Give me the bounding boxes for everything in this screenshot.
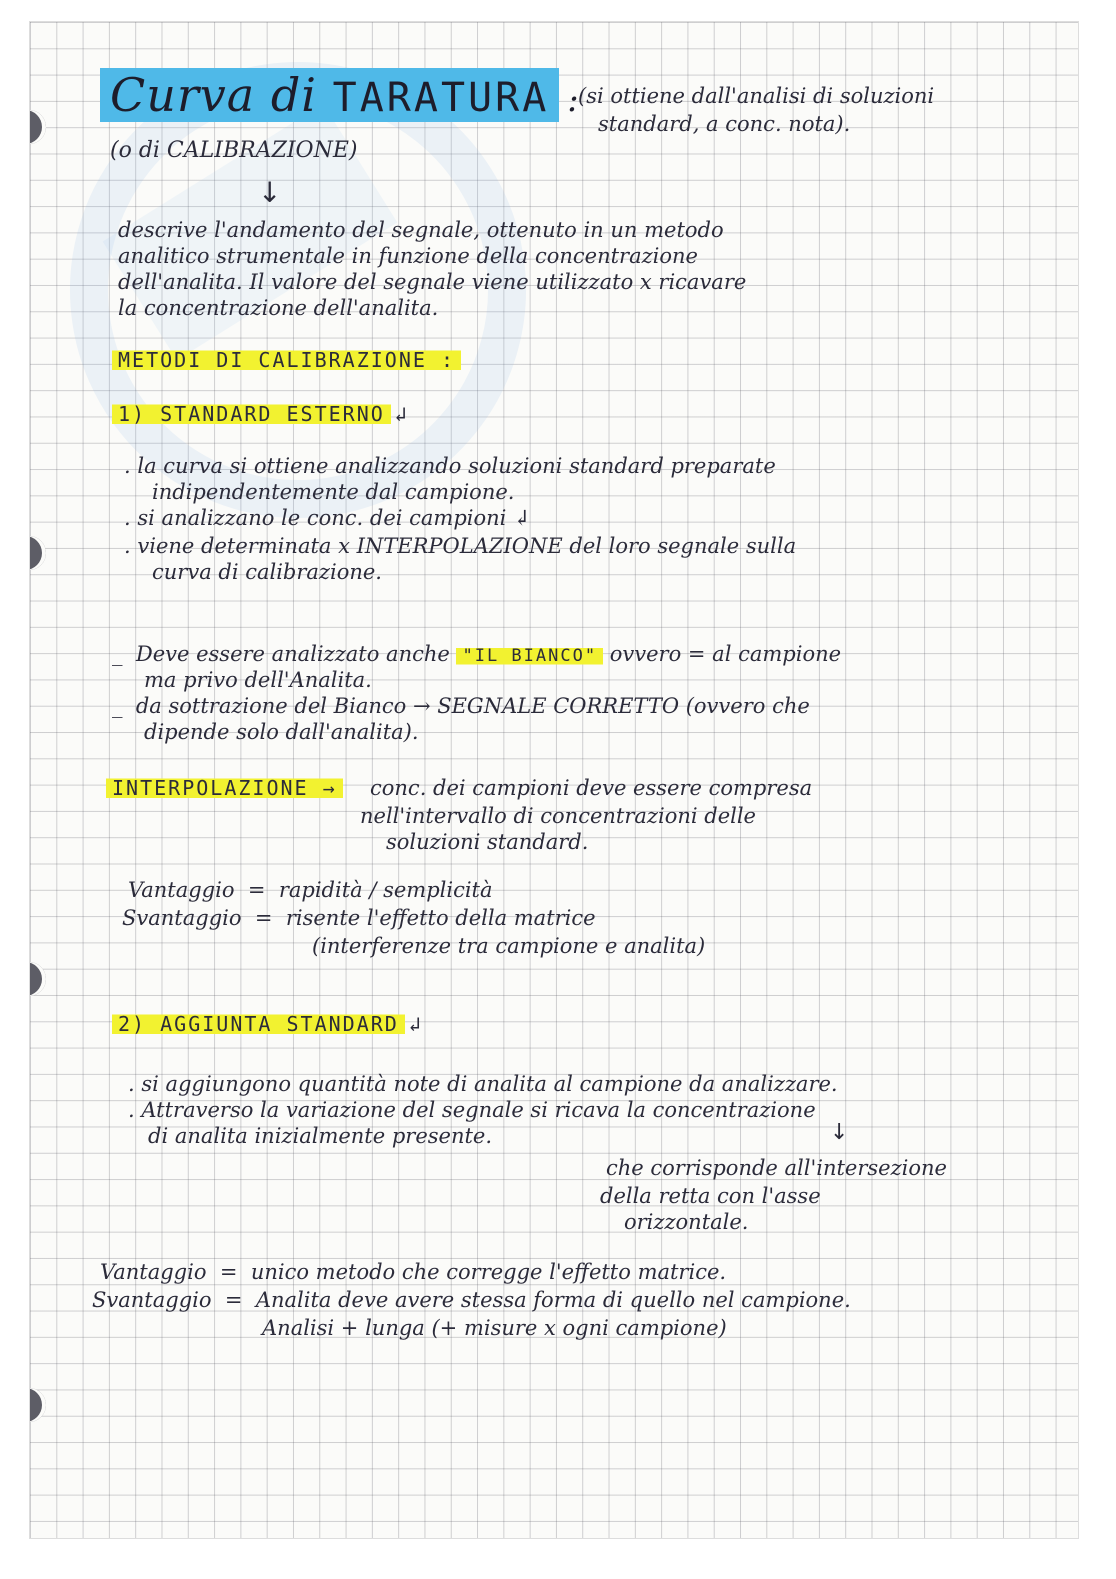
m1-pros: Vantaggio = rapidità / semplicità xyxy=(128,878,493,902)
m2-side-line-1: che corrisponde all'intersezione xyxy=(606,1156,947,1180)
interpolation-line-1: conc. dei campioni deve essere compresa xyxy=(370,776,813,800)
title-part-b: TARATURA xyxy=(332,75,550,121)
interpolation-line-2: nell'intervallo di concentrazioni delle xyxy=(360,804,756,828)
method1-heading: 1) STANDARD ESTERNO ↲ xyxy=(112,402,409,426)
notebook-page xyxy=(30,22,1078,1538)
m1-note-correction: _ da sottrazione del Bianco → SEGNALE CORRETTO (ovvero che xyxy=(112,694,810,718)
curved-arrow-icon: ↲ xyxy=(408,1012,423,1036)
m1-bullet-2: . si analizzano le conc. dei campioni ↲ xyxy=(124,506,531,530)
definition-line-3: dell'analita. Il valore del segnale viene utilizzato x ricavare xyxy=(118,270,747,294)
methods-heading: METODI DI CALIBRAZIONE : xyxy=(112,348,461,372)
title-part-a: Curva di xyxy=(110,68,333,122)
m2-bullet-2: . Attraverso la variazione del segnale si ricava la concentrazione xyxy=(128,1098,816,1122)
title-note-line2: standard, a conc. nota). xyxy=(598,112,851,136)
method2-heading: 2) AGGIUNTA STANDARD ↲ xyxy=(112,1012,423,1036)
m1-note-correction-cont: dipende solo dall'analita). xyxy=(144,720,419,744)
definition-line-2: analitico strumentale in funzione della concentrazione xyxy=(118,244,698,268)
m1-note-blank: _ Deve essere analizzato anche "IL BIANCO" ovvero = al campione xyxy=(112,642,842,666)
m2-cons-cont: Analisi + lunga (+ misure x ogni campione) xyxy=(262,1316,727,1340)
title-alternative: (o di CALIBRAZIONE) xyxy=(110,138,358,163)
down-arrow-icon: ↓ xyxy=(258,176,282,209)
m2-side-line-3: orizzontale. xyxy=(624,1210,749,1234)
m2-cons: Svantaggio = Analita deve avere stessa forma di quello nel campione. xyxy=(92,1288,851,1312)
m2-pros: Vantaggio = unico metodo che corregge l'effetto matrice. xyxy=(100,1260,727,1284)
m1-cons-cont: (interferenze tra campione e analita) xyxy=(312,934,706,958)
m1-bullet-3: . viene determinata x INTERPOLAZIONE del loro segnale sulla xyxy=(124,534,797,558)
definition-line-1: descrive l'andamento del segnale, ottenuto in un metodo xyxy=(118,218,724,242)
binder-hole xyxy=(30,110,46,144)
interpolation-label: INTERPOLAZIONE → xyxy=(106,776,343,800)
interpolation-line-3: soluzioni standard. xyxy=(386,830,589,854)
m1-note-blank-cont: ma privo dell'Analita. xyxy=(144,668,372,692)
m1-bullet-3-cont: curva di calibrazione. xyxy=(152,560,382,584)
title-note-line1: (si ottiene dall'analisi di soluzioni xyxy=(578,84,935,108)
m1-bullet-1: . la curva si ottiene analizzando soluzioni standard preparate xyxy=(124,454,776,478)
m2-side-line-2: della retta con l'asse xyxy=(600,1184,821,1208)
m1-cons: Svantaggio = risente l'effetto della matrice xyxy=(122,906,596,930)
curved-arrow-icon: ↲ xyxy=(394,402,409,426)
m2-bullet-2-cont: di analita inizialmente presente. xyxy=(148,1124,493,1148)
m1-bullet-1-cont: indipendentemente dal campione. xyxy=(152,480,515,504)
definition-line-4: la concentrazione dell'analita. xyxy=(118,296,439,320)
m2-bullet-1: . si aggiungono quantità note di analita al campione da analizzare. xyxy=(128,1072,838,1096)
title-colon: : xyxy=(567,80,580,120)
binder-hole xyxy=(30,1388,46,1422)
down-arrow-icon: ↓ xyxy=(830,1120,849,1145)
page-title xyxy=(100,68,580,122)
binder-hole xyxy=(30,962,46,996)
binder-hole xyxy=(30,536,46,570)
